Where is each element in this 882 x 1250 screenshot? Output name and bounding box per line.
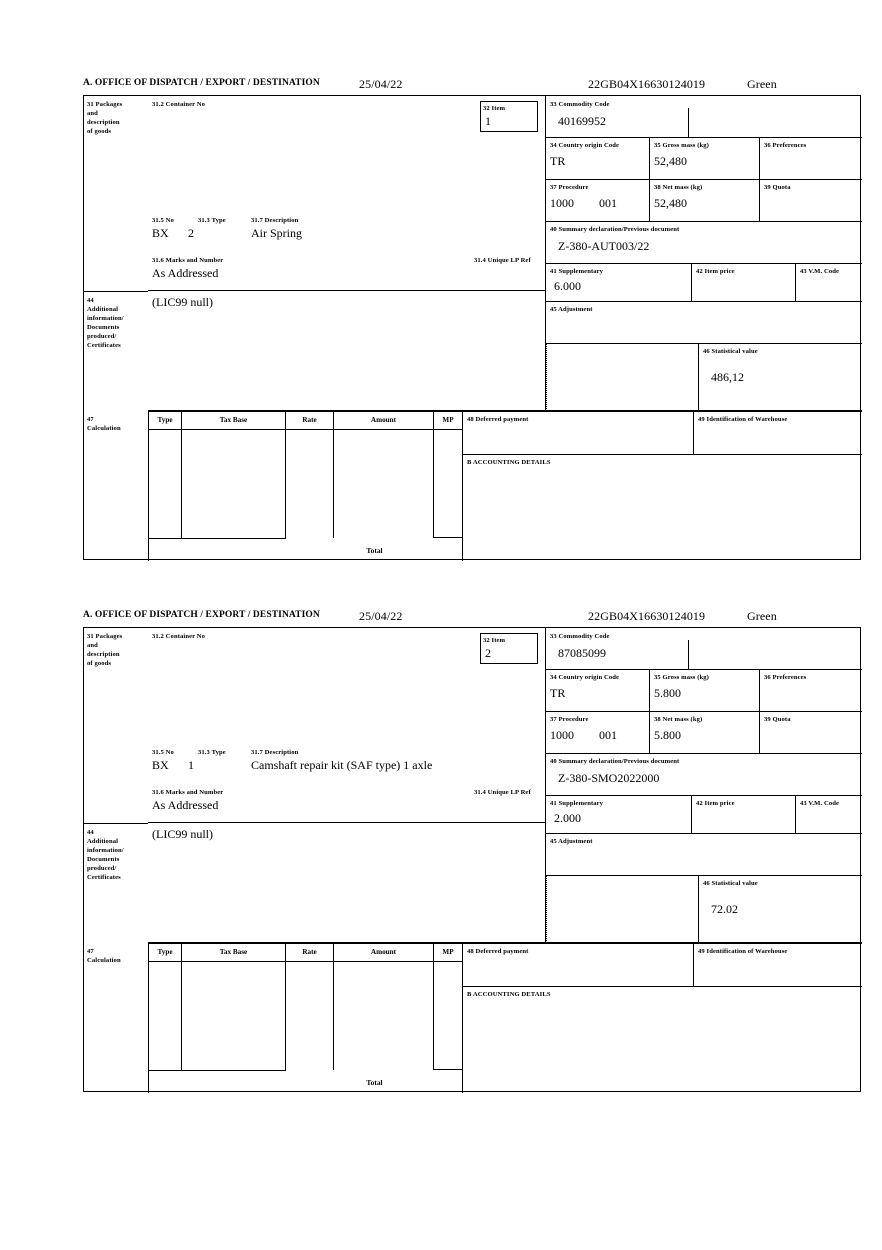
box-31-7-description-label-2: 31.7 Description <box>251 749 299 756</box>
additional-information-value: (LIC99 null) <box>152 295 213 309</box>
box-39-label: 39 Quota <box>764 184 791 191</box>
box-48-label-2: 48 Deferred payment <box>467 948 529 955</box>
calc-col-taxbase <box>182 430 286 538</box>
declaration-sheet-1 <box>83 78 861 560</box>
box-41-supplementary <box>546 264 692 302</box>
box-45-label-2: 45 Adjustment <box>550 838 593 845</box>
calc-col-mp <box>434 430 462 538</box>
calc-col-type <box>149 430 182 538</box>
box-44-label: 44 Additional information/ Documents produced/ Certificates <box>84 291 148 411</box>
box-37-label-2: 37 Procedure <box>550 716 589 723</box>
calc-col-amount <box>334 430 434 538</box>
box-b-accounting-details <box>462 455 862 561</box>
box-41-supplementary-2 <box>546 796 692 834</box>
box-31-4-lpref-label: 31.4 Unique LP Ref <box>474 257 531 264</box>
net-mass-value: 52,480 <box>654 196 687 210</box>
box-41-label: 41 Supplementary <box>550 268 604 275</box>
box-31-6-marks-label-2: 31.6 Marks and Number <box>152 789 224 796</box>
box-36-preferences-2 <box>760 670 862 712</box>
calc-header-rate: Rate <box>286 412 334 430</box>
movement-reference-number: 22GB04X16630124019 <box>588 77 706 91</box>
box-33-label-2: 33 Commodity Code <box>550 633 610 640</box>
box-33-divider <box>688 108 689 138</box>
box-43-label-2: 43 V.M. Code <box>800 800 840 807</box>
box-46-left-filler <box>546 344 698 411</box>
box-49-label: 49 Identification of Warehouse <box>698 416 788 423</box>
box-35-gross-mass-2 <box>650 670 760 712</box>
movement-reference-number-2: 22GB04X16630124019 <box>588 609 706 623</box>
box-b-label: B ACCOUNTING DETAILS <box>467 459 551 466</box>
calc-col-rate <box>286 430 334 538</box>
box-46-label: 46 Statistical value <box>703 348 758 355</box>
box-31-3-type-label-2: 31.3 Type <box>198 749 226 756</box>
box-48-deferred-payment-2 <box>462 943 694 987</box>
marks-and-number-value: As Addressed <box>152 266 219 280</box>
declaration-sheet-2 <box>83 610 861 1092</box>
calc-total-value <box>149 538 286 561</box>
box-47-label-2: 47 Calculation <box>87 948 121 964</box>
procedure-code-1: 1000 <box>550 196 574 210</box>
box-35-label-2: 35 Gross mass (kg) <box>654 674 709 681</box>
box-38-label: 38 Net mass (kg) <box>654 184 703 191</box>
statistical-value-value: 486,12 <box>711 370 744 384</box>
additional-information-value-2: (LIC99 null) <box>152 827 213 841</box>
box-36-label: 36 Preferences <box>764 142 807 149</box>
box-36-label-2: 36 Preferences <box>764 674 807 681</box>
office-of-dispatch-label: A. OFFICE OF DISPATCH / EXPORT / DESTINATION <box>83 78 320 88</box>
box-34-country-origin <box>546 138 650 180</box>
calc-total-label-2: Total <box>366 1078 383 1087</box>
calc-col-rate-2 <box>286 962 334 1070</box>
box-31-2-container-label: 31.2 Container No <box>152 101 206 108</box>
box-37-procedure-2 <box>546 712 650 754</box>
box-49-label-2: 49 Identification of Warehouse <box>698 948 788 955</box>
calc-header-amount-2: Amount <box>334 944 434 962</box>
box-40-label: 40 Summary declaration/Previous document <box>550 226 680 233</box>
marks-and-number-value-2: As Addressed <box>152 798 219 812</box>
box-31-4-lpref-label-2: 31.4 Unique LP Ref <box>474 789 531 796</box>
box-31-label-2: 31 Packages and description of goods <box>87 633 123 667</box>
gross-mass-value-2: 5.800 <box>654 686 681 700</box>
goods-description-value: Air Spring <box>251 226 302 240</box>
box-43-vm-code-2 <box>796 796 862 834</box>
supplementary-value: 6.000 <box>554 279 581 293</box>
box-44-additional-information-2 <box>148 823 546 943</box>
box-44-label-2: 44 Additional information/ Documents produced/ Certificates <box>84 823 148 943</box>
box-32-label: 32 Item <box>483 105 506 112</box>
box-31-6-marks-label: 31.6 Marks and Number <box>152 257 224 264</box>
calc-total-value-2 <box>149 1070 286 1093</box>
box-40-label-2: 40 Summary declaration/Previous document <box>550 758 680 765</box>
calc-header-mp: MP <box>434 412 462 430</box>
goods-description-value-2: Camshaft repair kit (SAF type) 1 axle <box>251 758 433 772</box>
declaration-date: 25/04/22 <box>359 77 403 91</box>
calc-header-taxbase: Tax Base <box>182 412 286 430</box>
calc-header-taxbase-2: Tax Base <box>182 944 286 962</box>
box-31-5-no-label-2: 31.5 No <box>152 749 174 756</box>
calc-col-taxbase-2 <box>182 962 286 1070</box>
previous-document-value: Z-380-AUT003/22 <box>558 239 650 253</box>
country-origin-value-2: TR <box>550 686 566 700</box>
procedure-code-2-2: 001 <box>599 728 617 742</box>
packages-no-value: 2 <box>188 226 194 240</box>
country-origin-value: TR <box>550 154 566 168</box>
previous-document-value-2: Z-380-SMO2022000 <box>558 771 660 785</box>
box-31-7-description-label: 31.7 Description <box>251 217 299 224</box>
box-48-label: 48 Deferred payment <box>467 416 529 423</box>
box-34-label-2: 34 Country origin Code <box>550 674 620 681</box>
box-38-net-mass-2 <box>650 712 760 754</box>
box-39-quota-2 <box>760 712 862 754</box>
calc-col-amount-2 <box>334 962 434 1070</box>
box-b-accounting-details-2 <box>462 987 862 1093</box>
box-43-label: 43 V.M. Code <box>800 268 840 275</box>
box-42-label: 42 Item price <box>696 268 735 275</box>
box-49-warehouse-2 <box>694 943 862 987</box>
route-status-2: Green <box>747 609 777 623</box>
box-44-additional-information <box>148 291 546 411</box>
office-of-dispatch-label-2: A. OFFICE OF DISPATCH / EXPORT / DESTINATION <box>83 610 320 620</box>
box-39-label-2: 39 Quota <box>764 716 791 723</box>
box-47-calculation-table <box>148 411 462 561</box>
box-31-label: 31 Packages and description of goods <box>87 101 123 135</box>
declaration-form-2 <box>83 627 861 1092</box>
box-31-2-container-label-2: 31.2 Container No <box>152 633 206 640</box>
box-31-3-type-label: 31.3 Type <box>198 217 226 224</box>
box-b-label-2: B ACCOUNTING DETAILS <box>467 991 551 998</box>
box-47-calculation-table-2 <box>148 943 462 1093</box>
calc-total-row-2 <box>286 1070 462 1093</box>
box-45-adjustment-2 <box>546 834 862 876</box>
calc-total-label: Total <box>366 546 383 555</box>
declaration-date-2: 25/04/22 <box>359 609 403 623</box>
sheet-header <box>83 78 861 95</box>
box-48-deferred-payment <box>462 411 694 455</box>
box-46-left-filler-2 <box>546 876 698 943</box>
calc-col-mp-2 <box>434 962 462 1070</box>
calc-total-row <box>286 538 462 561</box>
box-45-adjustment <box>546 302 862 344</box>
box-42-item-price-2 <box>692 796 796 834</box>
declaration-form-1 <box>83 95 861 560</box>
sheet-header-2 <box>83 610 861 627</box>
item-number-value: 1 <box>485 114 491 128</box>
box-38-net-mass <box>650 180 760 222</box>
calc-header-amount: Amount <box>334 412 434 430</box>
net-mass-value-2: 5.800 <box>654 728 681 742</box>
route-status: Green <box>747 77 777 91</box>
box-32-item <box>480 101 538 132</box>
box-34-label: 34 Country origin Code <box>550 142 620 149</box>
statistical-value-value-2: 72.02 <box>711 902 738 916</box>
box-38-label-2: 38 Net mass (kg) <box>654 716 703 723</box>
box-42-item-price <box>692 264 796 302</box>
box-46-statistical-value-2 <box>698 876 862 943</box>
packages-type-value-2: BX <box>152 758 169 772</box>
item-number-value-2: 2 <box>485 646 491 660</box>
packages-no-value-2: 1 <box>188 758 194 772</box>
box-35-gross-mass <box>650 138 760 180</box>
gross-mass-value: 52,480 <box>654 154 687 168</box>
box-42-label-2: 42 Item price <box>696 800 735 807</box>
box-45-label: 45 Adjustment <box>550 306 593 313</box>
calc-header-type-2: Type <box>149 944 182 962</box>
box-35-label: 35 Gross mass (kg) <box>654 142 709 149</box>
calc-header-rate-2: Rate <box>286 944 334 962</box>
packages-type-value: BX <box>152 226 169 240</box>
box-40-previous-document-2 <box>546 754 862 796</box>
box-32-label-2: 32 Item <box>483 637 506 644</box>
procedure-code-1-2: 1000 <box>550 728 574 742</box>
box-33-commodity-code-2 <box>546 628 862 670</box>
calc-header-mp-2: MP <box>434 944 462 962</box>
calc-header-type: Type <box>149 412 182 430</box>
box-33-label: 33 Commodity Code <box>550 101 610 108</box>
box-41-label-2: 41 Supplementary <box>550 800 604 807</box>
commodity-code-value: 40169952 <box>558 114 606 128</box>
box-31-5-no-label: 31.5 No <box>152 217 174 224</box>
box-40-previous-document <box>546 222 862 264</box>
box-43-vm-code <box>796 264 862 302</box>
commodity-code-value-2: 87085099 <box>558 646 606 660</box>
box-37-label: 37 Procedure <box>550 184 589 191</box>
calc-col-type-2 <box>149 962 182 1070</box>
box-47-label: 47 Calculation <box>87 416 121 432</box>
box-37-procedure <box>546 180 650 222</box>
box-46-label-2: 46 Statistical value <box>703 880 758 887</box>
box-39-quota <box>760 180 862 222</box>
supplementary-value-2: 2.000 <box>554 811 581 825</box>
box-32-item-2 <box>480 633 538 664</box>
box-49-warehouse <box>694 411 862 455</box>
box-36-preferences <box>760 138 862 180</box>
box-33-divider-2 <box>688 640 689 670</box>
box-46-statistical-value <box>698 344 862 411</box>
procedure-code-2: 001 <box>599 196 617 210</box>
box-34-country-origin-2 <box>546 670 650 712</box>
box-33-commodity-code <box>546 96 862 138</box>
